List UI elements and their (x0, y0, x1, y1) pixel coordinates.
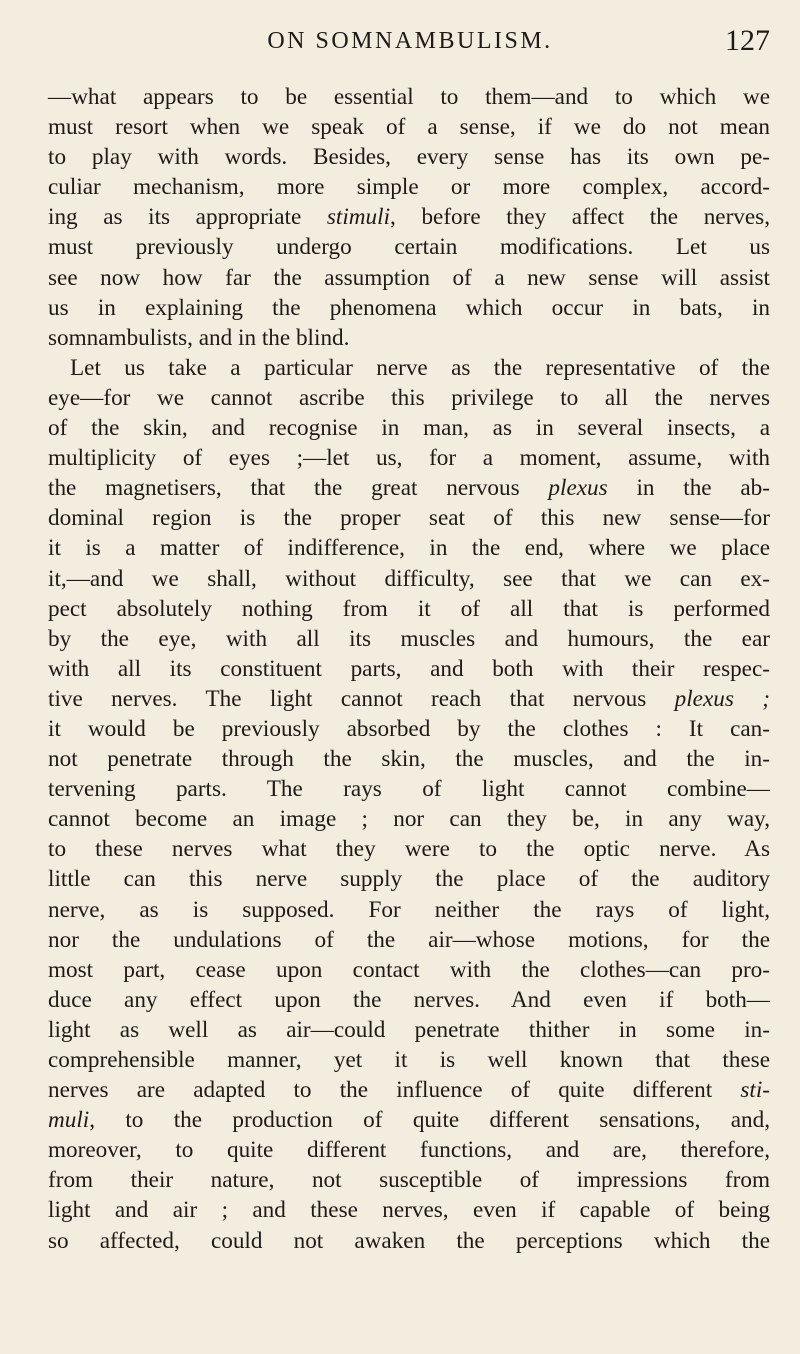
text-line (48, 533, 770, 563)
text-line (48, 864, 770, 894)
text-segment: duce any effect upon the nerves. And even if both— (48, 986, 770, 1013)
text-segment: us in explaining the phenomena which occur in bats, in (48, 294, 770, 321)
text-line (48, 1075, 770, 1105)
text-segment: —what appears to be essential to them—and to which we (48, 84, 770, 110)
text-line (48, 473, 770, 503)
text-line (48, 112, 770, 142)
text-line (48, 413, 770, 443)
text-line (48, 594, 770, 624)
text-segment: most part, cease upon contact with the clothes—can pro- (48, 956, 770, 983)
text-segment: eye—for we cannot ascribe this privilege to all the nerves (48, 384, 770, 411)
text-segment: light as well as air—could penetrate thither in some in- (48, 1016, 770, 1043)
text-segment: dominal region is the proper seat of this new sense—for (48, 505, 770, 532)
text-segment: so affected, could not awaken the perceptions which the (48, 1227, 770, 1254)
text-segment: little can this nerve supply the place of the auditory (48, 866, 770, 893)
text-segment: to play with words. Besides, every sense has its own pe- (48, 144, 770, 171)
text-line (48, 503, 770, 533)
running-title: ON SOMNAMBULISM. (267, 28, 553, 54)
text-segment: cannot become an image ; nor can they be, in any way, (48, 806, 770, 833)
text-segment: culiar mechanism, more simple or more complex, accord- (48, 174, 770, 201)
text-line (48, 955, 770, 985)
text-segment: must resort when we speak of a sense, if we do not mean (48, 114, 770, 141)
text-segment: pect absolutely nothing from it of all that is performed (48, 595, 770, 622)
text-segment: not penetrate through the skin, the muscles, and the in- (48, 746, 770, 773)
text-segment: must previously undergo certain modifications. Let us (48, 234, 770, 261)
text-segment: nerve, as is supposed. For neither the rays of light, (48, 896, 770, 923)
italic-text: plexus (548, 475, 608, 502)
text-line (48, 744, 770, 774)
text-segment: tive nerves. The light cannot reach that nervous (48, 685, 675, 712)
text-segment: by the eye, with all its muscles and humours, the ear (48, 625, 770, 652)
text-line (48, 1165, 770, 1195)
text-line (48, 293, 770, 323)
text-line (48, 1195, 770, 1225)
text-segment: nerves are adapted to the influence of quite different (48, 1077, 741, 1104)
text-line (48, 564, 770, 594)
text-segment: it would be previously absorbed by the clothes : It can- (48, 715, 770, 742)
text-segment: comprehensible manner, yet it is well known that these (48, 1047, 770, 1073)
text-segment: multiplicity of eyes ;—let us, for a moment, assume, with (48, 445, 770, 472)
text-line (48, 383, 770, 413)
text-segment: it is a matter of indifference, in the end, where we place (48, 535, 770, 562)
text-segment: Let us take a particular nerve as the representative of the (70, 354, 770, 381)
text-line (48, 1015, 770, 1045)
text-line (48, 834, 770, 864)
text-line (48, 1226, 770, 1256)
text-line (48, 985, 770, 1015)
italic-text: sti- (740, 1077, 770, 1104)
text-segment: moreover, to quite different functions, and are, therefore, (48, 1137, 770, 1164)
text-segment: from their nature, not susceptible of impressions from (48, 1167, 770, 1194)
text-line (48, 684, 770, 714)
text-segment: , before they affect the nerves, (390, 204, 771, 231)
text-line (48, 323, 770, 353)
text-line (48, 774, 770, 804)
text-line (48, 82, 770, 112)
text-line (48, 925, 770, 955)
italic-text: muli (48, 1107, 90, 1134)
text-segment: ing as its appropriate (48, 204, 327, 231)
text-segment: of the skin, and recognise in man, as in several insects, a (48, 415, 770, 442)
text-segment: nor the undulations of the air—whose motions, for the (48, 926, 770, 953)
text-line (48, 804, 770, 834)
body-text (48, 82, 770, 1256)
text-segment: tervening parts. The rays of light cannot combine— (48, 776, 770, 803)
text-segment: with all its constituent parts, and both with their respec- (48, 655, 770, 682)
text-line (48, 654, 770, 684)
italic-text: plexus ; (674, 685, 770, 712)
text-line (48, 1045, 770, 1075)
text-segment: light and air ; and these nerves, even if capable of being (48, 1197, 770, 1224)
page-header (50, 24, 770, 64)
text-line (48, 714, 770, 744)
text-segment: see now how far the assumption of a new sense will assist (48, 264, 770, 291)
text-line (48, 443, 770, 473)
text-line (48, 624, 770, 654)
text-line (48, 172, 770, 202)
text-line (48, 232, 770, 262)
text-line (48, 353, 770, 383)
text-line (48, 263, 770, 293)
text-segment: it,—and we shall, without difficulty, see that we can ex- (48, 565, 770, 592)
text-line (48, 1135, 770, 1165)
page-number: 127 (725, 24, 770, 57)
italic-text: stimuli (326, 204, 391, 231)
text-segment: somnambulists, and in the blind. (48, 324, 350, 351)
text-line (48, 895, 770, 925)
text-segment: , to the production of quite different sensations, and, (89, 1107, 770, 1134)
text-segment: to these nerves what they were to the optic nerve. As (48, 836, 770, 863)
text-line (48, 202, 770, 232)
text-segment: in the ab- (607, 475, 770, 502)
text-segment: the magnetisers, that the great nervous (48, 475, 549, 502)
text-line (48, 1105, 770, 1135)
text-line (48, 142, 770, 172)
